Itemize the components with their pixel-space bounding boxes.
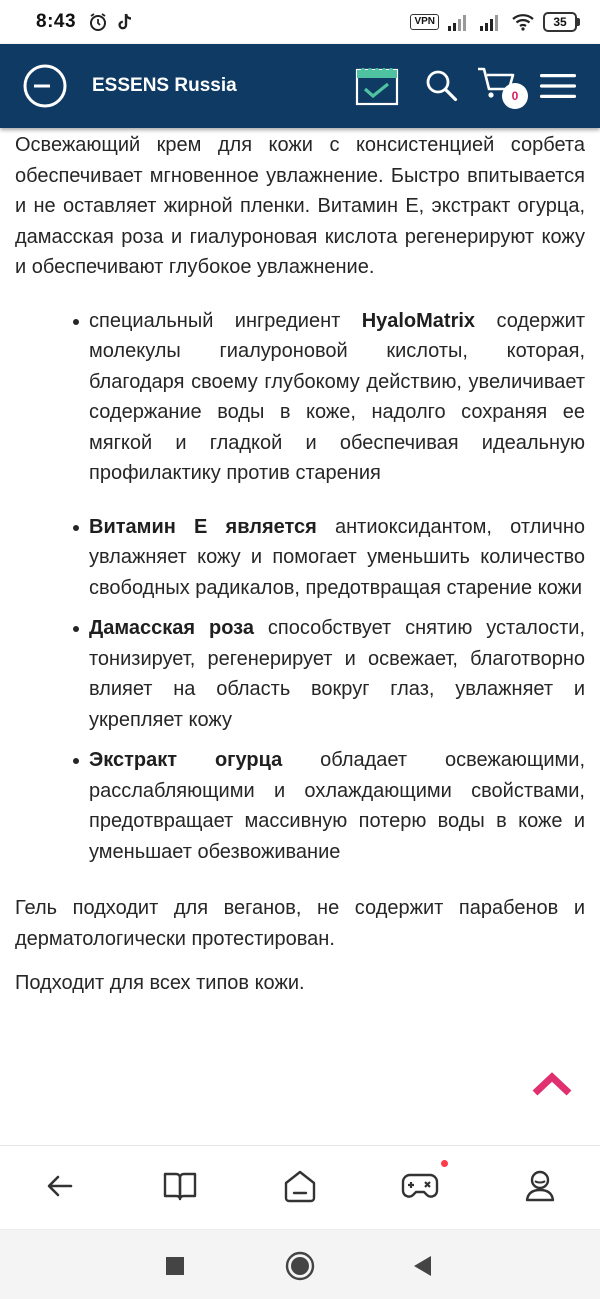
book-icon: [163, 1170, 197, 1202]
signal-icon: [447, 13, 471, 31]
recent-apps-button[interactable]: [159, 1250, 191, 1282]
chevron-up-icon: [535, 1077, 569, 1093]
tiktok-icon: [116, 12, 134, 32]
scroll-to-top-button[interactable]: [530, 1068, 574, 1100]
product-description: [15, 128, 585, 999]
system-back-button[interactable]: [406, 1250, 438, 1282]
list-item: Экстракт огурца обладает освежающими, расслабляющими и охлаждающими свойствами, предотвращает массивную потерю воды в коже и уменьшает обезвоживание: [89, 745, 585, 867]
cart-button[interactable]: [476, 63, 528, 109]
menu-icon: [540, 72, 576, 100]
nav-home-button[interactable]: [280, 1166, 320, 1206]
list-item: специальный ингредиент HyaloMatrix содержит молекулы гиалуроновой кислоты, которая, благодаря своему глубокому действию, увеличивает содержание воды в коже, надолго сохраняя ее мягкой и гладкой и обеспечивая идеальную профилактику против старения: [89, 306, 585, 489]
nav-games-button[interactable]: [400, 1166, 440, 1206]
status-bar: [0, 0, 600, 44]
signal-icon: [479, 13, 503, 31]
back-arrow-icon: [45, 1171, 75, 1201]
essens-logo[interactable]: [22, 63, 68, 109]
profile-icon: [524, 1169, 556, 1203]
nav-back-button[interactable]: [40, 1166, 80, 1206]
system-navigation: [0, 1229, 600, 1299]
battery-icon: [543, 12, 580, 32]
features-list: [15, 306, 585, 868]
gamepad-icon: [401, 1171, 439, 1201]
vegan-paragraph: Гель подходит для веганов, не содержит парабенов и дерматологически протестирован.: [15, 897, 585, 950]
search-button[interactable]: [422, 66, 462, 106]
notification-dot: [441, 1160, 448, 1167]
home-circle-icon: [285, 1251, 315, 1281]
system-home-button[interactable]: [284, 1250, 316, 1282]
alarm-icon: [88, 12, 108, 32]
menu-button[interactable]: [538, 66, 578, 106]
intro-paragraph: Освежающий крем для кожи с консистенцией сорбета обеспечивает мгновенное увлажнение. Быстро впитывается и не оставляет жирной пленки. Витамин Е, экстракт огурца, дамасская роза и гиалуроновая кислота регенерируют кожу и обеспечивают глубокое увлажнение.: [15, 134, 585, 278]
nav-profile-button[interactable]: [520, 1166, 560, 1206]
battery-level: 35: [543, 12, 577, 32]
calendar-button[interactable]: [354, 64, 400, 108]
vpn-badge: VPN: [410, 14, 439, 30]
status-time: 8:43: [36, 11, 77, 32]
app-header: [0, 44, 600, 128]
search-icon: [425, 69, 459, 103]
bottom-navigation: [0, 1145, 600, 1229]
calendar-check-icon: [355, 66, 399, 106]
back-triangle-icon: [411, 1254, 433, 1278]
cart-count-badge: 0: [502, 83, 528, 109]
wifi-icon: [511, 12, 535, 32]
brand-name[interactable]: ESSENS Russia: [92, 75, 237, 96]
list-item: Витамин Е является антиоксидантом, отлично увлажняет кожу и помогает уменьшить количество свободных радикалов, предотвращая старение кожи: [89, 512, 585, 604]
list-item: Дамасская роза способствует снятию усталости, тонизирует, регенерирует и освежает, благотворно влияет на область вокруг глаз, увлажняет и укрепляет кожу: [89, 613, 585, 735]
recent-apps-icon: [165, 1256, 185, 1276]
skin-types-paragraph: Подходит для всех типов кожи.: [15, 972, 305, 994]
nav-catalog-button[interactable]: [160, 1166, 200, 1206]
home-icon: [283, 1169, 317, 1203]
